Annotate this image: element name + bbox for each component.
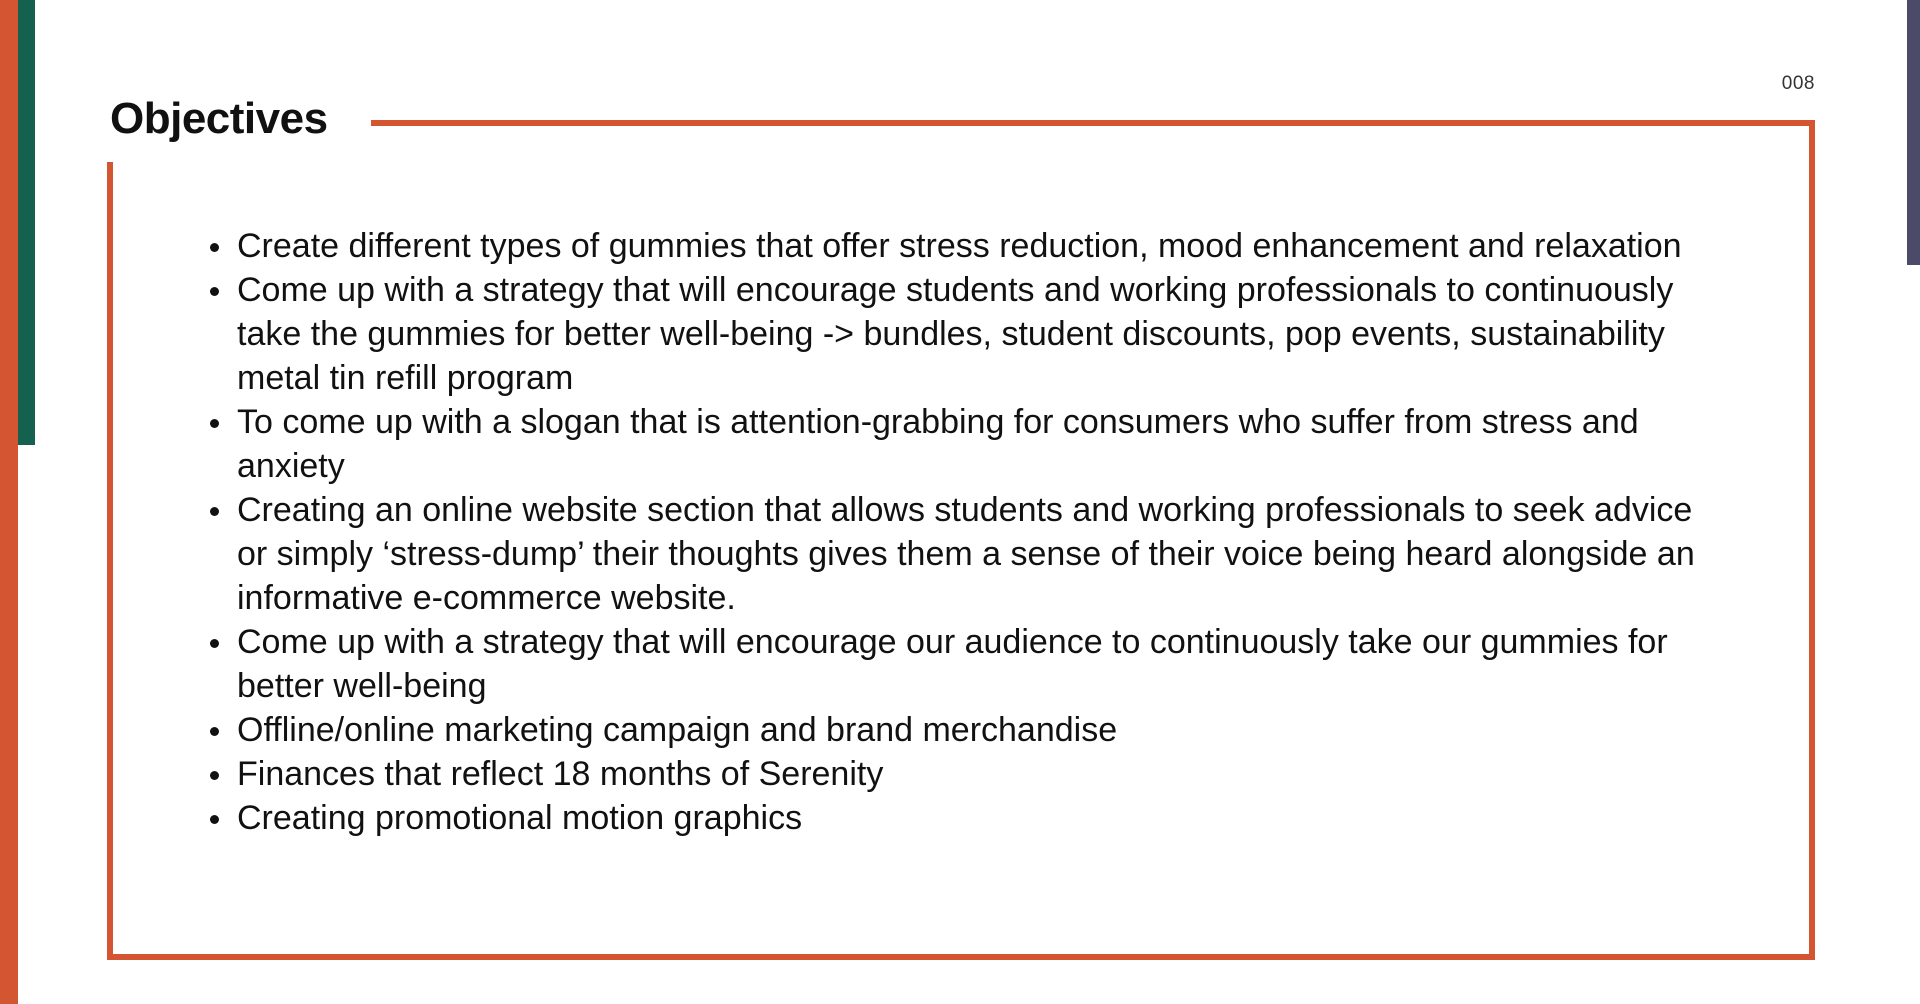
frame-border-left — [107, 162, 113, 960]
frame-border-bottom — [107, 954, 1815, 960]
slide-title: Objectives — [110, 94, 328, 143]
objective-item: To come up with a slogan that is attention-grabbing for consumers who suffer from stress and anxiety — [237, 400, 1717, 488]
left-accent-bar-orange — [0, 0, 18, 1004]
page-number: 008 — [1781, 73, 1815, 94]
objective-item: Creating promotional motion graphics — [237, 796, 1717, 840]
frame-border-top — [371, 120, 1815, 126]
objective-item: Creating an online website section that allows students and working professionals to seek advice or simply ‘stress-dump’ their thoughts gives them a sense of their voice being heard alongside an informative e-commerce website. — [237, 488, 1717, 620]
objective-item: Come up with a strategy that will encourage students and working professionals to continuously take the gummies for better well-being -> bundles, student discounts, pop events, sustainability metal tin refill program — [237, 268, 1717, 400]
objective-item: Offline/online marketing campaign and brand merchandise — [237, 708, 1717, 752]
objective-item: Come up with a strategy that will encourage our audience to continuously take our gummies for better well-being — [237, 620, 1717, 708]
objective-item: Create different types of gummies that offer stress reduction, mood enhancement and relaxation — [237, 224, 1717, 268]
objective-item: Finances that reflect 18 months of Serenity — [237, 752, 1717, 796]
objectives-list — [237, 224, 1717, 840]
frame-border-right — [1809, 120, 1815, 960]
right-accent-bar-slate — [1907, 0, 1920, 265]
left-accent-bar-green — [18, 0, 35, 445]
